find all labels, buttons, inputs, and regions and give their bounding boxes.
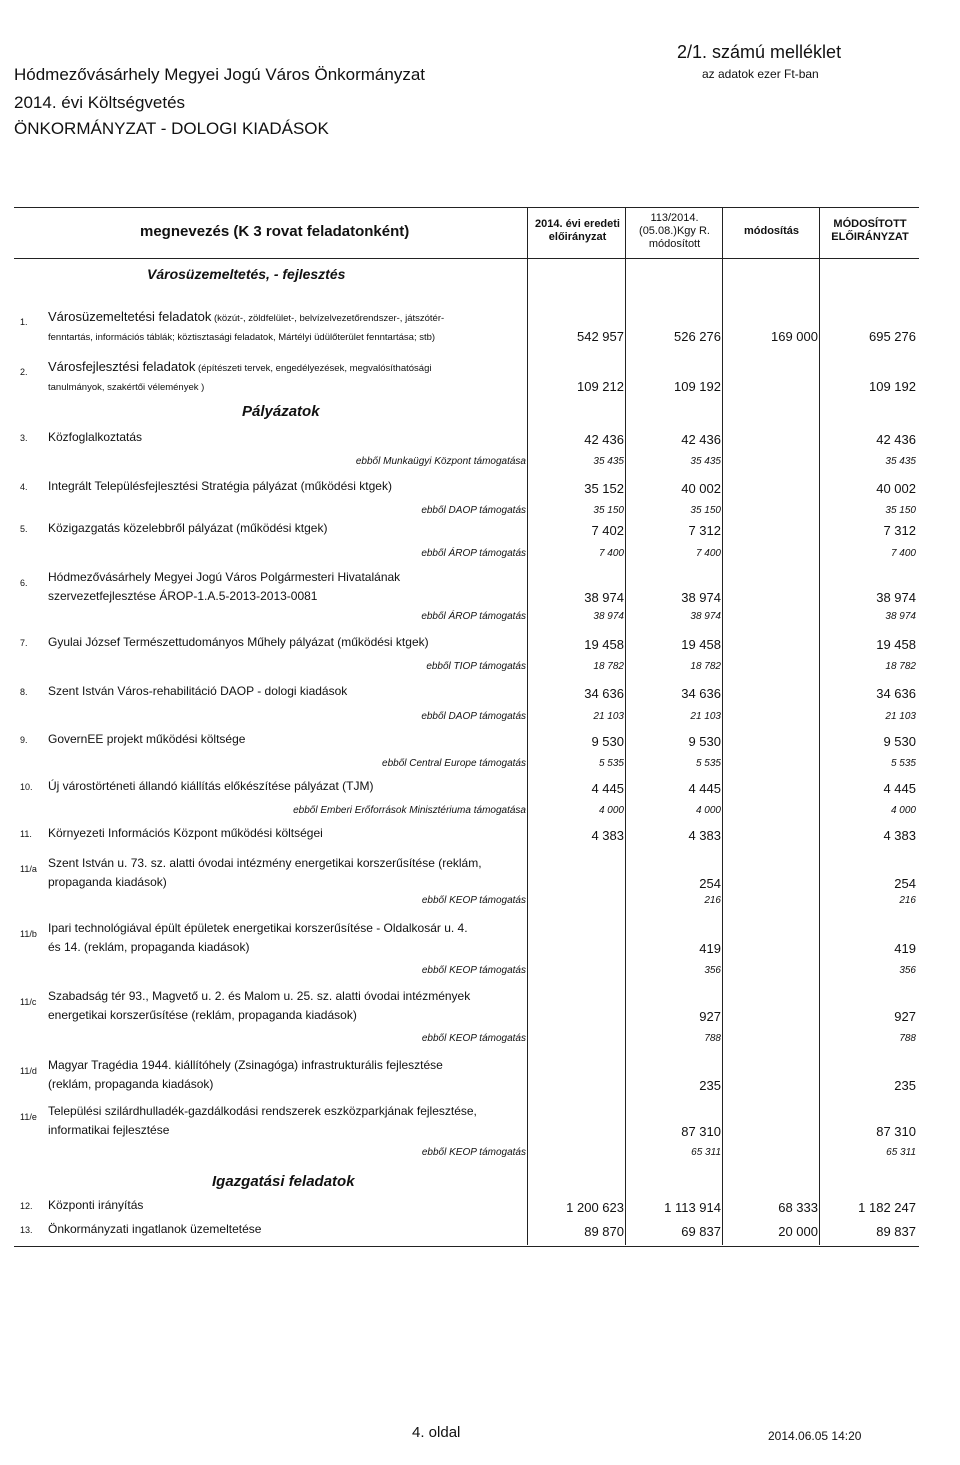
subtotal-value: 788 (899, 1033, 916, 1044)
value-cell: 38 974 (584, 590, 624, 605)
subtotal-value: 5 535 (598, 758, 624, 769)
value-cell: 34 636 (584, 686, 624, 701)
subtotal-value: 18 782 (885, 661, 916, 672)
row-label-line2: (reklám, propaganda kiadások) (48, 1077, 214, 1091)
row-label-main: Gyulai József Természettudományos Műhely pályázat (működési ktgek) (48, 635, 429, 649)
row-label (48, 684, 347, 699)
value-cell: 109 192 (869, 379, 916, 394)
value-cell: 4 383 (591, 828, 624, 843)
value-cell: 1 182 247 (858, 1200, 916, 1215)
row-number: 5. (20, 524, 28, 534)
row-number: 8. (20, 687, 28, 697)
row-label (48, 1222, 261, 1237)
subtotal-label: ebből DAOP támogatás (421, 711, 526, 722)
value-cell: 9 530 (591, 734, 624, 749)
subtotal-value: 7 400 (890, 548, 916, 559)
value-cell: 42 436 (681, 432, 721, 447)
value-cell: 87 310 (681, 1124, 721, 1139)
row-label-main: Szent István Város-rehabilitáció DAOP - dologi kiadások (48, 684, 348, 698)
row-label (48, 359, 431, 395)
row-label-detail: (építészeti tervek, engedélyezések, megvalósíthatósági (195, 363, 432, 374)
row-label (48, 732, 245, 747)
row-label-main: Központi irányítás (48, 1198, 144, 1212)
value-cell: 19 458 (584, 637, 624, 652)
value-cell: 927 (894, 1009, 916, 1024)
row-label-main: Szabadság tér 93., Magvető u. 2. és Malom u. 25. sz. alatti óvodai intézmények (48, 989, 471, 1003)
subtotal-value: 35 150 (885, 505, 916, 516)
row-label (48, 1104, 477, 1138)
row-number: 11. (20, 829, 32, 839)
value-cell: 69 837 (681, 1224, 721, 1239)
row-label (48, 570, 400, 604)
value-cell: 419 (894, 941, 916, 956)
subtotal-label: ebből KEOP támogatás (421, 965, 526, 976)
column-divider (527, 207, 528, 1245)
row-label-main: Hódmezővásárhely Megyei Jogú Város Polgármesteri Hivatalának (48, 570, 401, 584)
value-cell: 7 312 (883, 523, 916, 538)
value-cell: 7 312 (688, 523, 721, 538)
subtotal-value: 65 311 (886, 1147, 916, 1158)
subtotal-value: 38 974 (885, 611, 916, 622)
row-number: 7. (20, 638, 28, 648)
value-cell: 89 837 (876, 1224, 916, 1239)
subtotal-value: 38 974 (593, 611, 624, 622)
value-cell: 4 383 (688, 828, 721, 843)
value-cell: 40 002 (876, 481, 916, 496)
subtotal-value: 7 400 (695, 548, 721, 559)
row-label (48, 430, 142, 445)
subtotal-value: 7 400 (598, 548, 624, 559)
subtotal-value: 4 000 (598, 805, 624, 816)
row-label-line2: tanulmányok, szakértői vélemények ) (48, 382, 205, 393)
column-header-final: MÓDOSÍTOTT ELŐIRÁNYZAT (831, 218, 909, 243)
row-label-main: Ipari technológiával épült épületek energetikai korszerűsítése - Oldalkosár u. 4. (48, 921, 468, 935)
section-title: Városüzemeltetés, - fejlesztés (147, 266, 346, 282)
annex-label: 2/1. számú melléklet (677, 42, 842, 62)
value-cell: 42 436 (876, 432, 916, 447)
subtotal-value: 18 782 (690, 661, 721, 672)
subtotal-value: 18 782 (593, 661, 624, 672)
subtotal-label: ebből TIOP támogatás (426, 661, 526, 672)
subtotal-value: 4 000 (890, 805, 916, 816)
value-cell: 9 530 (883, 734, 916, 749)
row-label-detail: (közút-, zöldfelület-, belvízelvezetőrendszer-, játszótér- (211, 313, 445, 324)
subtotal-value: 21 103 (690, 711, 721, 722)
row-label-main: Új várostörténeti állandó kiállítás előkészítése pályázat (TJM) (48, 779, 374, 793)
row-label-main: Integrált Településfejlesztési Stratégia pályázat (működési ktgek) (48, 479, 392, 493)
row-label-line2: szervezetfejlesztése ÁROP-1.A.5-2013-2013-0081 (48, 589, 318, 603)
row-label (48, 635, 429, 650)
row-label (48, 826, 323, 841)
value-cell: 695 276 (869, 329, 916, 344)
column-header-change: módosítás (743, 225, 799, 237)
column-header-original: 2014. évi eredeti előirányzat (534, 218, 620, 243)
value-cell: 19 458 (681, 637, 721, 652)
column-divider (819, 207, 820, 1245)
value-cell: 89 870 (584, 1224, 624, 1239)
value-cell: 38 974 (876, 590, 916, 605)
row-number: 4. (20, 482, 28, 492)
subtotal-value: 4 000 (695, 805, 721, 816)
row-label (48, 1198, 143, 1213)
value-cell: 109 212 (577, 379, 624, 394)
value-cell: 68 333 (778, 1200, 818, 1215)
subtotal-value: 35 150 (593, 505, 624, 516)
subtotal-value: 216 (704, 895, 721, 906)
row-label-main: Városfejlesztési feladatok (48, 359, 196, 374)
value-cell: 4 445 (591, 781, 624, 796)
value-cell: 235 (699, 1078, 721, 1093)
value-cell: 38 974 (681, 590, 721, 605)
value-cell: 40 002 (681, 481, 721, 496)
row-label (48, 856, 482, 890)
row-number: 1. (20, 317, 28, 327)
row-label-line2: fenntartás, információs táblák; köztisztasági feladatok, Mártélyi üdülőterület fenntartása; stb) (48, 332, 436, 343)
row-number: 10. (20, 782, 33, 792)
value-cell: 1 200 623 (566, 1200, 624, 1215)
row-label-main: Városüzemeltetési feladatok (48, 309, 212, 324)
value-cell: 9 530 (688, 734, 721, 749)
value-cell: 1 113 914 (664, 1200, 721, 1215)
value-cell: 19 458 (876, 637, 916, 652)
subtotal-value: 21 103 (885, 711, 916, 722)
value-cell: 35 152 (584, 481, 624, 496)
value-cell: 4 383 (883, 828, 916, 843)
row-label-main: Önkormányzati ingatlanok üzemeltetése (48, 1222, 262, 1236)
value-cell: 4 445 (688, 781, 721, 796)
subtotal-value: 356 (704, 965, 721, 976)
value-cell: 42 436 (584, 432, 624, 447)
organization-name: Hódmezővásárhely Megyei Jogú Város Önkormányzat (14, 65, 426, 84)
row-label-main: GovernEE projekt működési költsége (48, 732, 246, 746)
value-cell: 235 (894, 1078, 916, 1093)
column-header-modified: 113/2014. (05.08.)Kgy R. módosított (639, 212, 710, 250)
subtotal-value: 35 435 (885, 456, 916, 467)
row-label-main: Magyar Tragédia 1944. kiállítóhely (Zsinagóga) infrastrukturális fejlesztése (48, 1058, 443, 1072)
row-label-main: Közfoglalkoztatás (48, 430, 143, 444)
subtotal-label: ebből ÁROP támogatás (421, 548, 526, 559)
subtotal-value: 5 535 (695, 758, 721, 769)
subtotal-value: 35 435 (690, 456, 721, 467)
row-label-line2: informatikai fejlesztése (48, 1123, 170, 1137)
value-cell: 7 402 (591, 523, 624, 538)
value-cell: 169 000 (771, 329, 818, 344)
row-number: 11/e (20, 1112, 37, 1122)
subtotal-value: 21 103 (593, 711, 624, 722)
subtotal-value: 788 (704, 1033, 721, 1044)
budget-year: 2014. évi Költségvetés (14, 93, 186, 112)
row-label-main: Közigazgatás közelebbről pályázat (működési ktgek) (48, 521, 328, 535)
row-number: 2. (20, 367, 28, 377)
column-header-name: megnevezés (K 3 rovat feladatonként) (140, 223, 410, 240)
row-label-main: Szent István u. 73. sz. alatti óvodai intézmény energetikai korszerűsítése (reklám, (48, 856, 482, 870)
value-cell: 20 000 (778, 1224, 818, 1239)
row-label-main: Környezeti Információs Központ működési költségei (48, 826, 323, 840)
section-title: Igazgatási feladatok (212, 1173, 355, 1190)
subtotal-label: ebből Central Europe támogatás (382, 758, 526, 769)
value-cell: 34 636 (681, 686, 721, 701)
row-label-line2: energetikai korszerűsítése (reklám, propaganda kiadások) (48, 1008, 357, 1022)
value-cell: 254 (699, 876, 721, 891)
row-label (48, 1058, 443, 1092)
subtotal-label: ebből KEOP támogatás (421, 1033, 526, 1044)
row-number: 11/c (20, 997, 37, 1007)
subtotal-value: 356 (899, 965, 916, 976)
subtotal-value: 35 435 (593, 456, 624, 467)
value-cell: 419 (699, 941, 721, 956)
row-number: 9. (20, 735, 28, 745)
header-divider (14, 258, 919, 259)
subtotal-label: ebből KEOP támogatás (421, 1147, 526, 1158)
row-number: 6. (20, 578, 28, 588)
subtotal-value: 38 974 (690, 611, 721, 622)
row-number: 13. (20, 1225, 33, 1235)
row-label-main: Települési szilárdhulladék-gazdálkodási rendszerek eszközparkjának fejlesztése, (48, 1104, 477, 1118)
row-label-line2: propaganda kiadások) (48, 875, 167, 889)
row-label (48, 921, 468, 955)
row-label (48, 479, 392, 494)
value-cell: 87 310 (876, 1124, 916, 1139)
row-label (48, 779, 373, 794)
row-number: 11/b (20, 929, 37, 939)
value-cell: 526 276 (674, 329, 721, 344)
subtotal-label: ebből ÁROP támogatás (421, 611, 526, 622)
page-number: 4. oldal (412, 1424, 461, 1441)
row-label (48, 309, 444, 345)
subtotal-value: 216 (899, 895, 916, 906)
subtotal-label: ebből Munkaügyi Központ támogatása (355, 456, 526, 467)
subtotal-label: ebből DAOP támogatás (421, 505, 526, 516)
subtotal-value: 65 311 (691, 1147, 721, 1158)
print-datetime: 2014.06.05 14:20 (768, 1429, 862, 1443)
row-number: 11/a (20, 864, 37, 874)
row-label-line2: és 14. (reklám, propaganda kiadások) (48, 940, 250, 954)
value-cell: 109 192 (674, 379, 721, 394)
row-number: 11/d (20, 1066, 37, 1076)
value-cell: 34 636 (876, 686, 916, 701)
unit-label: az adatok ezer Ft-ban (702, 67, 819, 81)
column-divider (722, 207, 723, 1245)
section-title: Pályázatok (242, 403, 320, 420)
page-title: ÖNKORMÁNYZAT - DOLOGI KIADÁSOK (14, 119, 329, 138)
row-label (48, 521, 327, 536)
value-cell: 542 957 (577, 329, 624, 344)
subtotal-label: ebből KEOP támogatás (421, 895, 526, 906)
row-number: 3. (20, 433, 28, 443)
subtotal-value: 35 150 (690, 505, 721, 516)
row-number: 12. (20, 1201, 33, 1211)
value-cell: 254 (894, 876, 916, 891)
subtotal-value: 5 535 (890, 758, 916, 769)
row-label (48, 989, 470, 1023)
subtotal-label: ebből Emberi Erőforrások Minisztériuma támogatása (293, 805, 526, 816)
value-cell: 927 (699, 1009, 721, 1024)
value-cell: 4 445 (883, 781, 916, 796)
